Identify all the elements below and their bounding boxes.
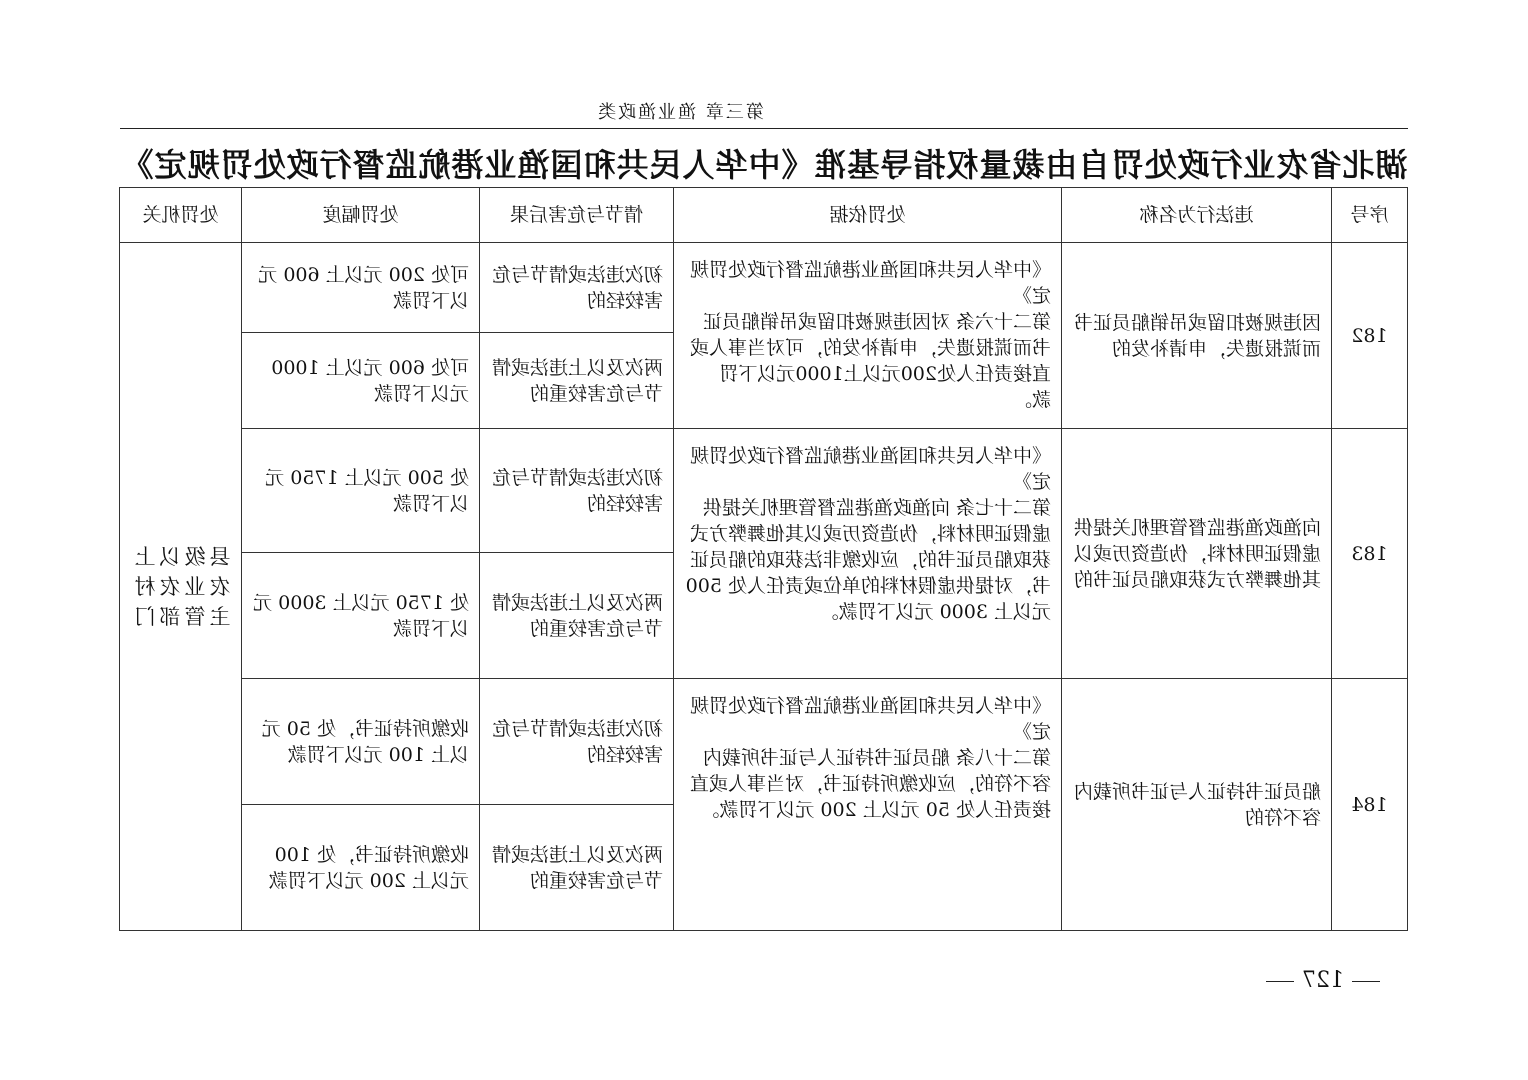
row-circumstance: 初次违法或情节与危害较轻的 <box>480 429 674 553</box>
row-violation-name: 因违规被扣留或吊销船员证书而谎报遗失，申请补发的 <box>1062 243 1332 429</box>
row-circumstance: 两次及以上违法或情节与危害较重的 <box>480 333 674 429</box>
header-name: 违法行为名称 <box>1062 188 1332 243</box>
row-penalty: 处 1750 元以上 3000 元以下罚款 <box>242 553 480 679</box>
basis-title: 《中华人民共和国渔业港航监督行政处罚规定》 <box>689 259 1051 307</box>
footer-dash-left <box>1352 981 1380 982</box>
header-circumstance: 情节与危害后果 <box>480 188 674 243</box>
page-number: 127 <box>1302 968 1344 993</box>
row-basis <box>674 243 1062 429</box>
header-seq: 序号 <box>1332 188 1408 243</box>
row-authority: 县级以上农业农村主管部门 <box>120 243 242 931</box>
page-title: 湖北省农业行政处罚自由裁量权指导基准《中华人民共和国渔业港航监督行政处罚规定》 <box>120 146 1408 184</box>
header-penalty: 处罚幅度 <box>242 188 480 243</box>
page-footer <box>1258 968 1388 993</box>
row-penalty: 收缴所持证书，处 100 元以上 200 元以下罚款 <box>242 805 480 931</box>
header-basis: 处罚依据 <box>674 188 1062 243</box>
row-penalty: 处 500 元以上 1750 元以下罚款 <box>242 429 480 553</box>
row-circumstance: 初次违法或情节与危害较轻的 <box>480 679 674 805</box>
header-authority: 处罚机关 <box>120 188 242 243</box>
basis-title: 《中华人民共和国渔业港航监督行政处罚规定》 <box>689 695 1051 743</box>
row-violation-name: 船员证书持证人与证书所载内容不符的 <box>1062 679 1332 931</box>
table-header-row <box>120 188 1408 243</box>
row-basis <box>674 679 1062 931</box>
table-row <box>120 679 1408 805</box>
row-penalty: 收缴所持证书，处 50 元以上 100 元以下罚款 <box>242 679 480 805</box>
row-seq: 183 <box>1332 429 1408 679</box>
row-circumstance: 两次及以上违法或情节与危害较重的 <box>480 553 674 679</box>
basis-title: 《中华人民共和国渔业港航监督行政处罚规定》 <box>689 445 1051 493</box>
row-violation-name: 向渔政渔港监督管理机关提供虚假证明材料，伪造资历或以其他舞弊方式获取船员证书的 <box>1062 429 1332 679</box>
row-circumstance: 初次违法或情节与危害较轻的 <box>480 243 674 333</box>
table-row <box>120 429 1408 553</box>
row-seq: 182 <box>1332 243 1408 429</box>
row-circumstance: 两次及以上违法或情节与危害较重的 <box>480 805 674 931</box>
row-penalty: 可处 200 元以上 600 元以下罚款 <box>242 243 480 333</box>
row-seq: 184 <box>1332 679 1408 931</box>
header-rule <box>120 128 1408 129</box>
basis-text: 第二十七条 向渔政渔港监督管理机关提供虚假证明材料，伪造资历或以其他舞弊方式获取船员证书的，应收缴非法获取的船员证书，对提供虚假材料的单位或责任人处 500 元以上 3000 元以下罚款。 <box>679 497 1051 623</box>
table-row <box>120 243 1408 333</box>
penalty-table <box>119 187 1408 931</box>
row-penalty: 可处 600 元以上 1000 元以下罚款 <box>242 333 480 429</box>
running-header: 第三章 渔业渔政类 <box>596 102 764 123</box>
basis-text: 第二十八条 船员证书持证人与证书所载内容不符的，应收缴所持证书，对当事人或直接责任人处 50 元以上 200 元以下罚款。 <box>689 747 1051 821</box>
footer-dash-right <box>1266 981 1294 982</box>
basis-text: 第二十六条 对因违规被扣留或吊销船员证书而谎报遗失，申请补发的，可对当事人或直接责任人处200元以上1000元以下罚款。 <box>689 311 1051 411</box>
row-basis <box>674 429 1062 679</box>
